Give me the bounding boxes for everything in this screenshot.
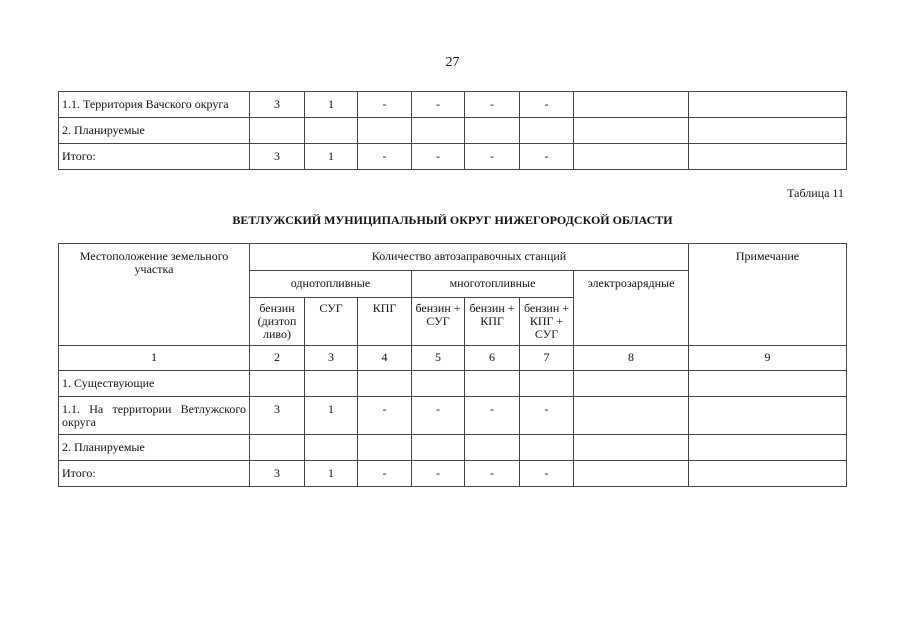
- table-cell: -: [412, 461, 465, 487]
- table-cell: [520, 435, 574, 461]
- table-cell: 3: [250, 144, 305, 170]
- column-number: 1: [59, 346, 250, 371]
- table-cell: -: [412, 397, 465, 435]
- table-cell: 1: [305, 461, 358, 487]
- table-cell: [520, 118, 574, 144]
- column-number: 8: [574, 346, 689, 371]
- table-cell: [574, 461, 689, 487]
- table-cell: 3: [250, 461, 305, 487]
- table-cell: [412, 435, 465, 461]
- header-row: [59, 244, 847, 271]
- table-cell: 3: [250, 397, 305, 435]
- continuation-table: [58, 91, 847, 170]
- table-cell: -: [465, 144, 520, 170]
- page-number: 27: [445, 55, 460, 70]
- header-petrol-cng: бензин + КПГ: [465, 298, 520, 346]
- row-label: 1.1. Территория Вачского округа: [59, 92, 250, 118]
- table-cell: [574, 118, 689, 144]
- table-row: [59, 371, 847, 397]
- table-cell: [689, 118, 847, 144]
- table-cell: [305, 371, 358, 397]
- table-number: Таблица 11: [787, 186, 844, 200]
- table-row: [59, 144, 847, 170]
- header-electric: электрозарядные: [574, 271, 689, 346]
- table-cell: -: [520, 144, 574, 170]
- main-table: [58, 243, 847, 487]
- table-cell: 3: [250, 92, 305, 118]
- table-row: [59, 118, 847, 144]
- table-cell: [689, 397, 847, 435]
- row-label: 2. Планируемые: [59, 435, 250, 461]
- table-cell: -: [358, 397, 412, 435]
- header-cng: КПГ: [358, 298, 412, 346]
- column-number: 6: [465, 346, 520, 371]
- table-cell: -: [358, 92, 412, 118]
- table-cell: -: [520, 397, 574, 435]
- table-cell: [574, 92, 689, 118]
- table-cell: [689, 461, 847, 487]
- table-cell: 1: [305, 144, 358, 170]
- column-number: 5: [412, 346, 465, 371]
- table-cell: [465, 118, 520, 144]
- table-cell: [465, 435, 520, 461]
- table-cell: 1: [305, 397, 358, 435]
- column-number: 3: [305, 346, 358, 371]
- table-cell: -: [465, 397, 520, 435]
- table-cell: [305, 118, 358, 144]
- column-number: 4: [358, 346, 412, 371]
- table-cell: -: [520, 92, 574, 118]
- column-number: 7: [520, 346, 574, 371]
- table-cell: -: [412, 144, 465, 170]
- header-petrol-diesel: бензин (дизтоп ливо): [250, 298, 305, 346]
- table-cell: [574, 435, 689, 461]
- table-title: ВЕТЛУЖСКИЙ МУНИЦИПАЛЬНЫЙ ОКРУГ НИЖЕГОРОДСКОЙ ОБЛАСТИ: [232, 213, 673, 227]
- row-label: 2. Планируемые: [59, 118, 250, 144]
- header-location: Местоположение земельного участка: [59, 244, 250, 346]
- table-cell: [250, 435, 305, 461]
- table-row: [59, 397, 847, 435]
- column-number-row: [59, 346, 847, 371]
- table-cell: -: [412, 92, 465, 118]
- table-cell: [250, 371, 305, 397]
- header-petrol-cng-lpg: бензин + КПГ + СУГ: [520, 298, 574, 346]
- header-count: Количество автозаправочных станций: [250, 244, 689, 271]
- table-cell: [574, 144, 689, 170]
- table-cell: [689, 435, 847, 461]
- table-cell: [465, 371, 520, 397]
- header-petrol-lpg: бензин + СУГ: [412, 298, 465, 346]
- table-cell: -: [465, 461, 520, 487]
- table-cell: [574, 397, 689, 435]
- header-multi-fuel: многотопливные: [412, 271, 574, 298]
- header-lpg: СУГ: [305, 298, 358, 346]
- table-cell: -: [358, 144, 412, 170]
- table-cell: [689, 144, 847, 170]
- column-number: 2: [250, 346, 305, 371]
- row-label: 1.1. На территории Ветлужского округа: [59, 397, 250, 435]
- table-cell: [689, 371, 847, 397]
- table-cell: -: [520, 461, 574, 487]
- table-cell: [412, 118, 465, 144]
- row-label: Итого:: [59, 461, 250, 487]
- header-note: Примечание: [689, 244, 847, 346]
- table-row: [59, 92, 847, 118]
- table-cell: -: [465, 92, 520, 118]
- header-single-fuel: однотопливные: [250, 271, 412, 298]
- table-cell: [358, 118, 412, 144]
- table-cell: 1: [305, 92, 358, 118]
- table-cell: [574, 371, 689, 397]
- row-label: Итого:: [59, 144, 250, 170]
- table-cell: -: [358, 461, 412, 487]
- column-number: 9: [689, 346, 847, 371]
- table-cell: [305, 435, 358, 461]
- table-cell: [520, 371, 574, 397]
- table-cell: [412, 371, 465, 397]
- table-cell: [358, 435, 412, 461]
- table-cell: [250, 118, 305, 144]
- table-row: [59, 435, 847, 461]
- table-cell: [358, 371, 412, 397]
- table-row: [59, 461, 847, 487]
- row-label: 1. Существующие: [59, 371, 250, 397]
- table-cell: [689, 92, 847, 118]
